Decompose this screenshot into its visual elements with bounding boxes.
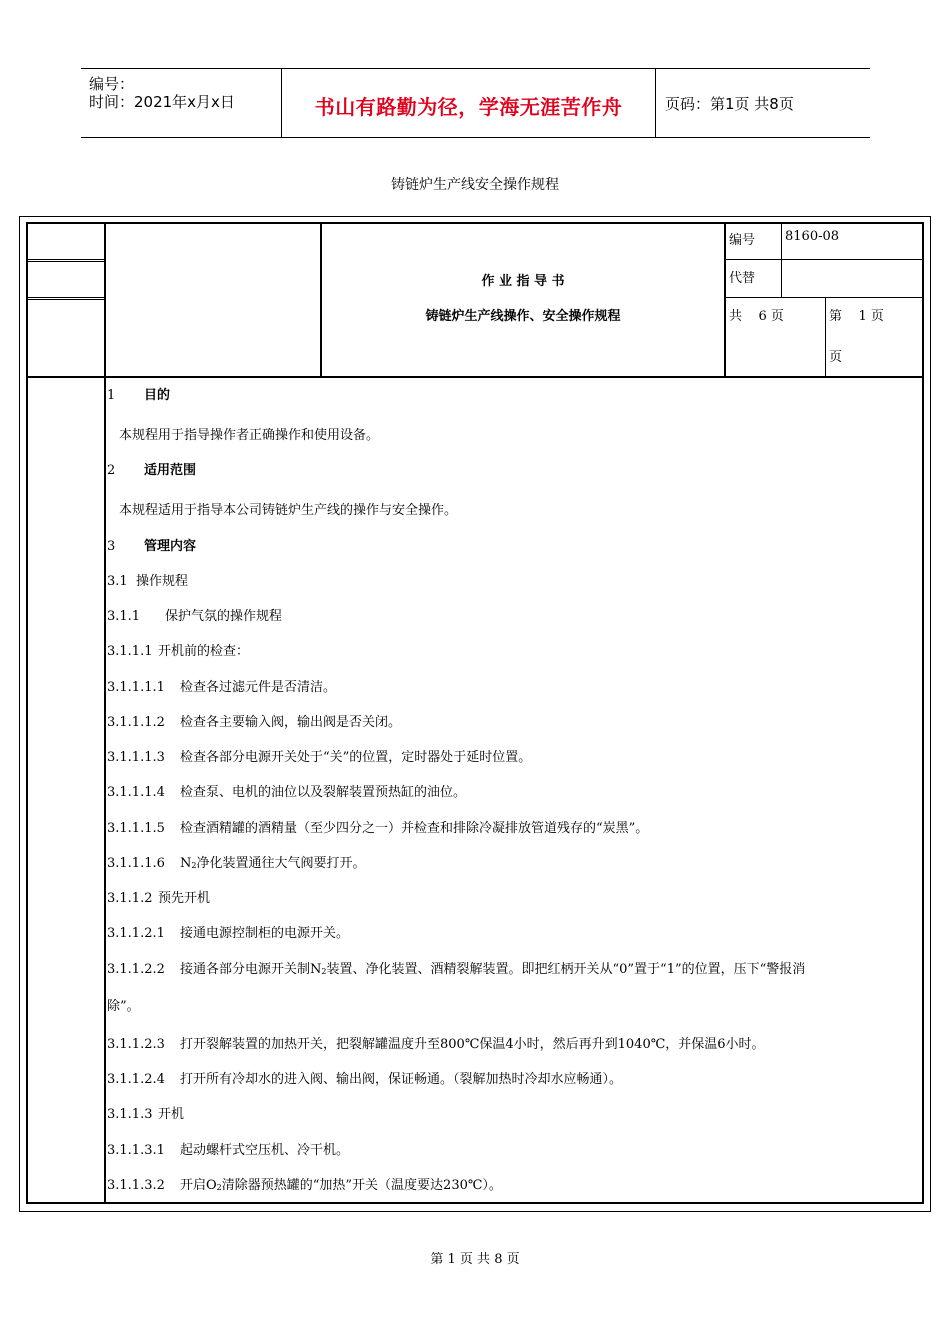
content-line <box>119 499 457 518</box>
section-text: 预先开机 <box>158 891 211 906</box>
header-time-label: 时间：2021年x月x日 <box>89 93 235 111</box>
section-number: 3.1.1.2.4 <box>107 1072 165 1087</box>
section-text: 检查酒精罐的酒精量（至少四分之一）并检查和排除冷凝排放管道残存的“炭黑”。 <box>180 821 649 836</box>
section-number: 3.1.1.2.3 <box>107 1037 165 1052</box>
header-bottom-line <box>28 376 922 378</box>
section-text <box>180 1178 502 1193</box>
content-line <box>107 1174 502 1193</box>
section-number: 2 <box>107 463 116 478</box>
page-number-suffix: 页 <box>829 350 843 365</box>
section-number: 1 <box>107 388 116 403</box>
page-footer: 第 1 页 共 8 页 <box>430 1252 520 1267</box>
left-cell-line-1 <box>28 259 104 260</box>
section-number: 3.1.1.1.5 <box>107 821 165 836</box>
replace-label: 代替 <box>729 271 756 286</box>
section-text: 本规程适用于指导本公司铸链炉生产线的操作与安全操作。 <box>119 503 458 518</box>
section-text: 检查各部分电源开关处于“关”的位置，定时器处于延时位置。 <box>180 750 532 765</box>
section-text: 管理内容 <box>144 539 197 554</box>
section-number: 3.1.1.3.2 <box>107 1178 165 1193</box>
section-text: 接通电源控制柜的电源开关。 <box>180 926 350 941</box>
subscript: 2 <box>216 1183 222 1192</box>
content-line <box>107 570 188 589</box>
guide-title: 作 业 指 导 书 <box>481 274 565 289</box>
content-line <box>107 640 249 659</box>
section-text-part: 清除器预热罐的“加热”开关（温度要达230℃）。 <box>221 1178 502 1193</box>
content-line <box>107 1068 622 1087</box>
section-number: 3.1.1.2 <box>107 891 153 906</box>
left-cell-line-2 <box>28 297 104 298</box>
content-line <box>107 887 210 906</box>
content-line <box>107 535 196 554</box>
content-line <box>107 711 401 730</box>
content-line <box>107 1033 765 1052</box>
section-text: 打开所有冷却水的进入阀、输出阀，保证畅通。（裂解加热时冷却水应畅通）。 <box>180 1072 623 1087</box>
section-number: 3.1.1.1.4 <box>107 785 165 800</box>
section-text: 保护气氛的操作规程 <box>165 609 283 624</box>
section-number: 3.1.1.2.2 <box>107 962 165 977</box>
section-text-part: N <box>180 856 192 871</box>
document-title: 铸链炉生产线安全操作规程 <box>391 177 559 193</box>
section-number: 3.1.1.1.1 <box>107 680 165 695</box>
header-number-label: 编号： <box>89 75 135 93</box>
content-line <box>107 1139 349 1158</box>
section-text <box>180 856 365 871</box>
content-line <box>107 1103 184 1122</box>
section-number: 3.1.1.2.1 <box>107 926 165 941</box>
header-left-cell <box>81 69 281 137</box>
section-text: 操作规程 <box>136 574 189 589</box>
header-page-label: 页码：第1页 共8页 <box>665 95 794 113</box>
content-line <box>107 958 805 977</box>
right-cell-divider-top <box>781 224 782 298</box>
section-number: 3.1.1 <box>107 609 141 624</box>
section-text: 检查各主要输入阀，输出阀是否关闭。 <box>180 715 402 730</box>
section-text: 起动螺杆式空压机、冷干机。 <box>180 1143 350 1158</box>
content-line <box>107 817 648 836</box>
left-cell-line-1b <box>28 261 104 262</box>
number-label: 编号 <box>729 233 756 248</box>
page-number: 第 1 页 <box>829 309 884 324</box>
header-motto-cell <box>281 69 656 137</box>
section-text: 目的 <box>144 388 171 403</box>
section-text-part: 装置、净化装置、酒精裂解装置。即把红柄开关从“0”置于“1”的位置，压下“警报消 <box>326 962 806 977</box>
content-line <box>107 459 196 478</box>
header-divider-2 <box>724 224 726 378</box>
content-line <box>107 676 336 695</box>
number-value: 8160-08 <box>785 229 840 244</box>
section-number: 3.1 <box>107 574 128 589</box>
section-text: 检查泵、电机的油位以及裂解装置预热缸的油位。 <box>180 785 467 800</box>
content-line <box>107 922 349 941</box>
content-line <box>107 995 140 1014</box>
section-text-part: 开启O <box>180 1178 217 1193</box>
content-line <box>119 424 379 443</box>
subscript: 2 <box>191 861 197 870</box>
content-line <box>107 605 282 624</box>
section-text <box>180 962 805 977</box>
total-pages: 共 6 页 <box>729 309 784 324</box>
section-text: 开机 <box>158 1107 185 1122</box>
section-number: 3 <box>107 539 116 554</box>
content-line <box>107 852 365 871</box>
section-text-part: 净化装置通往大气阀要打开。 <box>196 856 366 871</box>
section-text: 本规程用于指导操作者正确操作和使用设备。 <box>119 428 380 443</box>
section-number: 3.1.1.1.2 <box>107 715 165 730</box>
left-cell-line-2b <box>28 299 104 300</box>
content-line <box>107 746 531 765</box>
subscript: 2 <box>321 967 327 976</box>
header-page-cell <box>655 69 870 137</box>
section-text-part: 接通各部分电源开关制N <box>180 962 322 977</box>
right-cell-line-2 <box>726 297 922 298</box>
right-cell-divider-bottom <box>825 298 826 378</box>
content-line <box>107 781 466 800</box>
section-text: 除”。 <box>107 999 140 1014</box>
left-column-divider <box>104 224 106 1204</box>
right-cell-line-1 <box>726 259 922 260</box>
section-text: 开机前的检查： <box>158 644 250 659</box>
guide-subtitle: 铸链炉生产线操作、安全操作规程 <box>425 309 621 324</box>
section-number: 3.1.1.3.1 <box>107 1143 165 1158</box>
header-motto: 书山有路勤为径，学海无涯苦作舟 <box>314 95 623 119</box>
content-line <box>107 384 170 403</box>
section-text: 打开裂解装置的加热开关，把裂解罐温度升至800℃保温4小时，然后再升到1040℃，并保温6小时。 <box>180 1037 765 1052</box>
section-number: 3.1.1.1.3 <box>107 750 165 765</box>
section-number: 3.1.1.3 <box>107 1107 153 1122</box>
section-text: 检查各过滤元件是否清洁。 <box>180 680 337 695</box>
section-number: 3.1.1.1 <box>107 644 153 659</box>
section-text: 适用范围 <box>144 463 197 478</box>
header-divider-1 <box>320 224 322 378</box>
page-header <box>81 68 870 138</box>
section-number: 3.1.1.1.6 <box>107 856 165 871</box>
